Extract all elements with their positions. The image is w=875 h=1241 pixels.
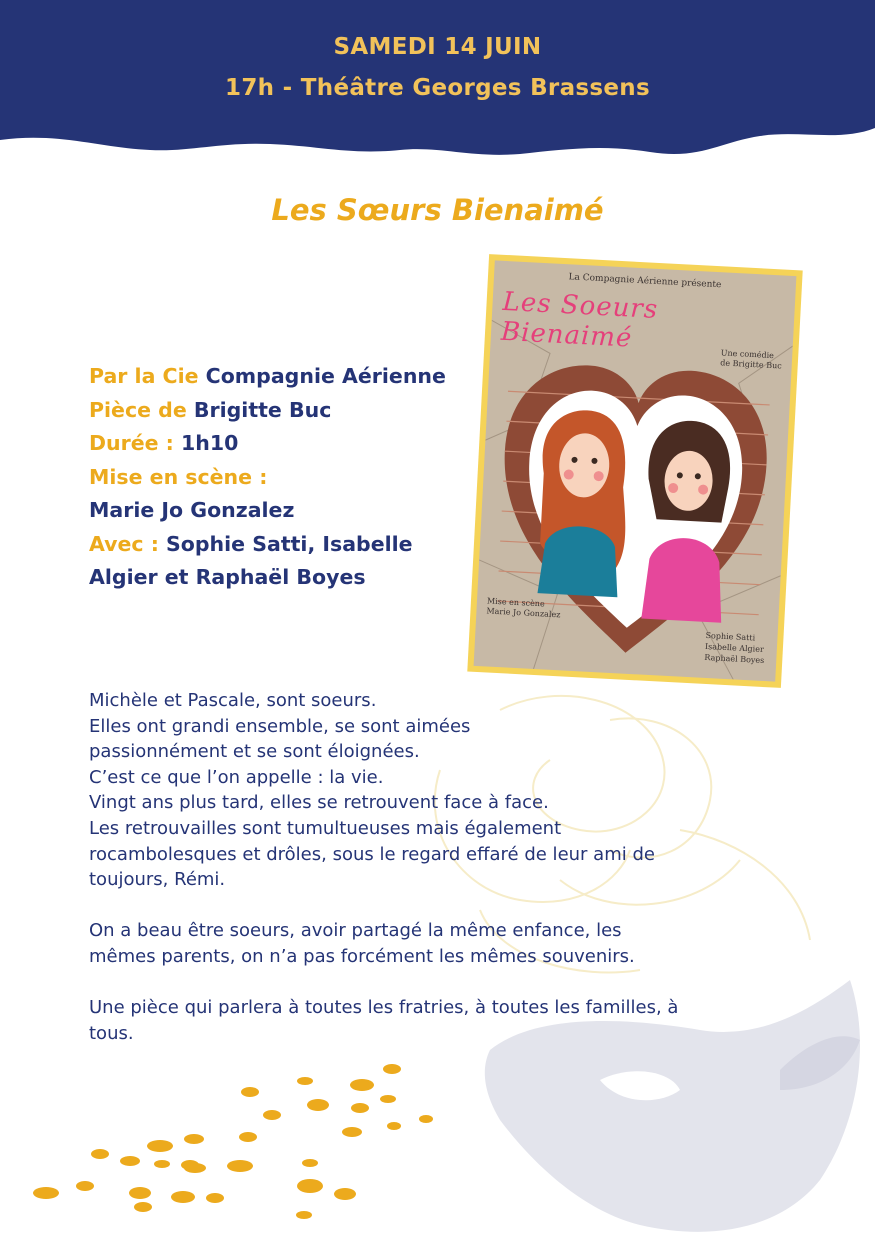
description-line: Elles ont grandi ensemble, se sont aimées bbox=[89, 715, 471, 737]
gold-confetti-decoration bbox=[0, 1055, 460, 1241]
description-line: passionnément et se sont éloignées. bbox=[89, 741, 420, 763]
play-title: Les Sœurs Bienaimé bbox=[271, 193, 604, 227]
play-poster bbox=[467, 254, 802, 688]
info-avec: Avec : Sophie Satti, Isabelle bbox=[89, 531, 413, 556]
description-line: toujours, Rémi. bbox=[89, 869, 226, 891]
description-line: Une pièce qui parlera à toutes les fratries, à toutes les familles, à bbox=[89, 997, 679, 1019]
info-duree: Durée : 1h10 bbox=[89, 431, 239, 455]
description-line: mêmes parents, on n’a pas forcément les mêmes souvenirs. bbox=[89, 945, 635, 967]
description-line: C’est ce que l’on appelle : la vie. bbox=[89, 766, 384, 788]
description-line: Michèle et Pascale, sont soeurs. bbox=[89, 690, 377, 711]
description-line: Les retrouvailles sont tumultueuses mais également bbox=[89, 817, 562, 839]
poster-top-text: La Compagnie Aérienne présente bbox=[568, 272, 722, 291]
description-line: Vingt ans plus tard, elles se retrouvent face à face. bbox=[89, 792, 549, 814]
play-info bbox=[89, 360, 489, 595]
description-line: tous. bbox=[89, 1022, 134, 1044]
description-paragraph-2 bbox=[89, 918, 789, 969]
event-date: SAMEDI 14 JUIN bbox=[333, 34, 542, 60]
info-piece: Pièce de Brigitte Buc bbox=[89, 397, 332, 422]
poster-subtitle: Une comédie de Brigitte Buc bbox=[719, 348, 782, 371]
description-line: rocambolesques et drôles, sous le regard effaré de leur ami de bbox=[89, 843, 655, 865]
description-paragraph-1 bbox=[89, 688, 789, 893]
info-cie: Par la Cie Compagnie Aérienne bbox=[89, 364, 446, 388]
description-paragraph-3 bbox=[89, 995, 789, 1046]
poster-cast: Sophie Satti Isabelle Algier Raphaël Boyes bbox=[704, 630, 765, 666]
poster-title: Les Soeurs Bienaimé bbox=[500, 286, 659, 354]
info-mise-value: Marie Jo Gonzalez bbox=[89, 498, 295, 522]
info-mise-label: Mise en scène : bbox=[89, 464, 268, 489]
info-avec-cont: Algier et Raphaël Boyes bbox=[89, 565, 366, 589]
description-line: On a beau être soeurs, avoir partagé la même enfance, les bbox=[89, 920, 622, 942]
poster-mise: Mise en scène Marie Jo Gonzalez bbox=[486, 596, 561, 620]
event-time-venue: 17h - Théâtre Georges Brassens bbox=[225, 75, 650, 101]
play-description bbox=[89, 688, 789, 1072]
